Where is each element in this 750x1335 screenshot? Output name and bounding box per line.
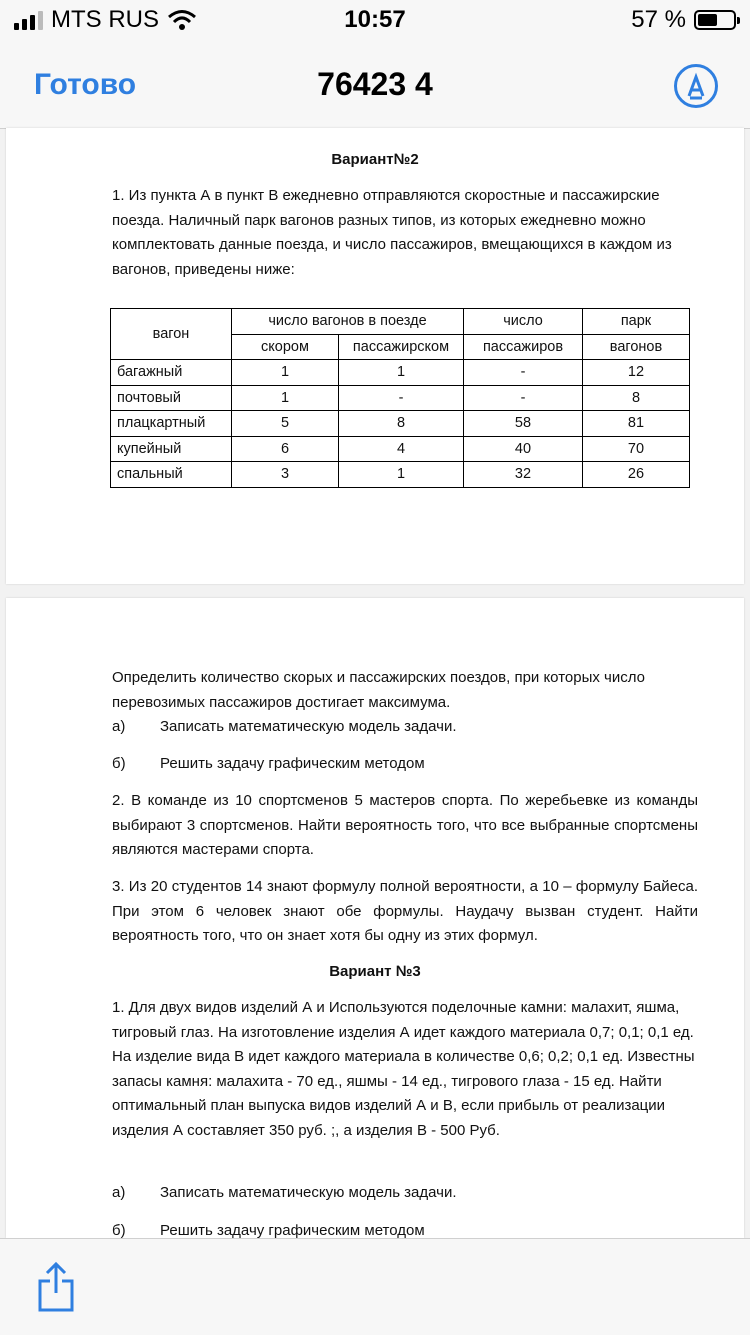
problem-text: 1. Из пункта А в пункт В ежедневно отправляются скоростные и пассажирские поезда. Наличный парк вагонов разных типов, из которых ежедневно можно комплектовать данные поезда, и число пассажиров, вмещающихся в каждом из вагонов, приведены ниже:: [112, 187, 672, 278]
problem-text: 1. Для двух видов изделий А и Используются поделочные камни: малахит, яшма, тигровый глаз. На изготовление изделия А идет каждого материала 0,7; 0,1; 0,1 ед. На изделие вида В идет каждого материала в количестве 0,6; 0,2; 0,1 ед. Известны запасы камня: малахита - 70 ед., яшмы - 14 ед., тигрового глаза - 15 ед. Найти оптимальный план выпуска видов изделий А и В, если прибыль от реализации изделия А составляет 350 руб. ;, а изделия В - 500 Руб.: [112, 999, 695, 1139]
table-cell: 3: [232, 462, 339, 488]
table-cell: 6: [232, 436, 339, 462]
table-cell: 8: [339, 411, 464, 437]
list-item-text: Решить задачу графическим методом: [160, 755, 425, 772]
table-cell: 1: [339, 360, 464, 386]
table-cell: 58: [464, 411, 583, 437]
table-cell: 5: [232, 411, 339, 437]
table-cell: 40: [464, 436, 583, 462]
clock: 10:57: [344, 6, 406, 33]
battery-percent: 57 %: [631, 6, 686, 33]
table-row: [111, 360, 690, 386]
list-item: [112, 715, 698, 740]
table-cell: спальный: [111, 462, 232, 488]
table-row: [111, 411, 690, 437]
table-header-cell: вагон: [111, 309, 232, 360]
table-cell: 26: [583, 462, 690, 488]
problem-text: 3. Из 20 студентов 14 знают формулу полной вероятности, а 10 – формулу Байеса. При этом 6 человек знают обе формулы. Наудачу вызван студент. Найти вероятность того, что он знает хотя бы одну из этих формул.: [112, 878, 698, 944]
table-cell: 32: [464, 462, 583, 488]
table-row: [111, 436, 690, 462]
list-item-label: б): [112, 1222, 126, 1238]
table-cell: 1: [232, 360, 339, 386]
bottom-toolbar: [0, 1238, 750, 1335]
list-item-label: а): [112, 718, 126, 735]
table-header-cell: скором: [232, 334, 339, 360]
document-page-2[interactable]: [6, 598, 744, 1238]
table-cell: 4: [339, 436, 464, 462]
table-header-cell: пассажирском: [339, 334, 464, 360]
table-header-cell: пассажиров: [464, 334, 583, 360]
navigation-bar: [0, 44, 750, 129]
list-item: [112, 752, 698, 777]
table-cell: -: [339, 385, 464, 411]
done-button[interactable]: Готово: [34, 68, 137, 101]
table-header-cell: парк: [583, 309, 690, 335]
list-item: [112, 1219, 698, 1238]
table-cell: 70: [583, 436, 690, 462]
variant-heading: Вариант №3: [329, 963, 421, 980]
table-cell: 81: [583, 411, 690, 437]
list-item-text: Записать математическую модель задачи.: [160, 718, 457, 735]
variant-heading: Вариант№2: [331, 151, 419, 168]
problem-text: 2. В команде из 10 спортсменов 5 мастеров спорта. По жеребьевке из команды выбирают 3 спортсменов. Найти вероятность того, что все выбранные спортсмены являются мастерами спорта.: [112, 792, 698, 858]
table-cell: -: [464, 360, 583, 386]
table-cell: купейный: [111, 436, 232, 462]
carrier-name: MTS RUS: [51, 6, 159, 33]
battery-group: [631, 6, 736, 34]
status-bar: [0, 0, 750, 44]
table-row: [111, 462, 690, 488]
table-cell: 1: [232, 385, 339, 411]
wagons-table: [110, 308, 690, 488]
document-title: 76423 4: [317, 66, 433, 102]
table-row: [111, 385, 690, 411]
list-item-text: Записать математическую модель задачи.: [160, 1184, 457, 1201]
battery-icon: [694, 10, 736, 30]
list-item-label: б): [112, 755, 126, 772]
table-cell: почтовый: [111, 385, 232, 411]
table-header-cell: вагонов: [583, 334, 690, 360]
table-cell: багажный: [111, 360, 232, 386]
list-item: [112, 1181, 698, 1206]
problem-text: Определить количество скорых и пассажирских поездов, при которых число перевозимых пассажиров достигает максимума.: [112, 669, 645, 711]
list-item-text: Решить задачу графическим методом: [160, 1222, 425, 1238]
table-header-cell: число вагонов в поезде: [232, 309, 464, 335]
table-cell: плацкартный: [111, 411, 232, 437]
table-cell: 1: [339, 462, 464, 488]
markup-pen-icon[interactable]: [674, 64, 718, 108]
table-header-row: [111, 309, 690, 335]
table-cell: 12: [583, 360, 690, 386]
list-item-label: а): [112, 1184, 126, 1201]
table-header-cell: число: [464, 309, 583, 335]
share-icon[interactable]: [36, 1261, 76, 1313]
table-cell: 8: [583, 385, 690, 411]
document-page-1[interactable]: [6, 128, 744, 584]
table-cell: -: [464, 385, 583, 411]
